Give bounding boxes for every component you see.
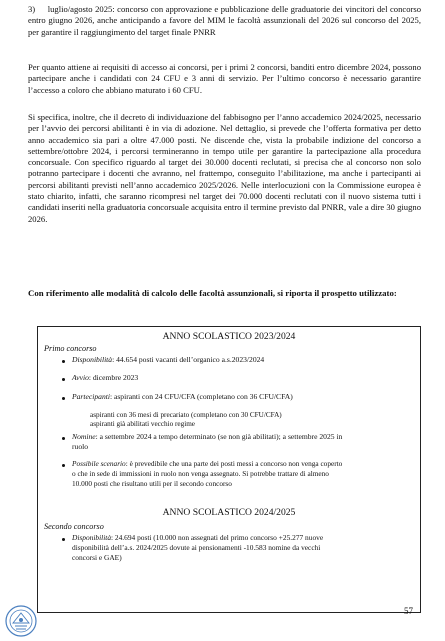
bullet-disponibilita-2 [62,538,65,541]
disponibilita-line: Disponibilità: 44.654 posti vacanti dell’organico a.s.2023/2024 [72,355,265,364]
secondo-concorso-label: Secondo concorso [44,522,104,531]
disponibilita2-line-3: concorsi e GAE) [72,553,122,562]
bold-intro: Con riferimento alle modalità di calcolo delle facoltà assunzionali, si riporta il prospetto utilizzato: [28,288,397,298]
heading-2023-2024: ANNO SCOLASTICO 2023/2024 [162,331,296,342]
paragraph-requisiti: Per quanto attiene ai requisiti di accesso ai concorsi, per i primi 2 concorsi, banditi entro dicembre 2024, possono partecipare anche i candidati con 24 CFU e 3 anni di servizio. Per l’ultimo concorso è necessario garantire l’accesso a coloro che abbiano maturato i 60 CFU. [28,62,421,95]
bullet-partecipanti [62,397,65,400]
bullet-avvio [62,378,65,381]
avvio-line: Avvio: dicembre 2023 [72,373,139,382]
page-number: 57 [404,606,413,616]
bullet-nomine [62,437,65,440]
partecipanti-line: Partecipanti: aspiranti con 24 CFU/CFA (completano con 36 CFU/CFA) [72,392,293,401]
scenario-line-1: Possibile scenario: è prevedibile che una parte dei posti messi a concorso non venga coperto [72,459,343,468]
scenario-line-3: 10.000 posti che risultano utili per il secondo concorso [72,479,232,488]
partecipanti-sub-1: aspiranti con 36 mesi di precariato (completano con 30 CFU/CFA) [90,411,282,419]
paragraph-target-3: 3) luglio/agosto 2025: concorso con approvazione e pubblicazione delle graduatorie dei vincitori del concorso entro giugno 2026, anche anticipando a favore del MIM le facoltà assunzionali del 2026 sul concorso del 2025, per garantire il raggiungimento del target finale PNRR [28,4,421,37]
primo-concorso-label: Primo concorso [44,344,97,353]
bullet-possibile-scenario [62,464,65,467]
scenario-line-2: o che in sede di immissioni in ruolo non venga assegnato. Si potrebbe trattare di almeno [72,469,329,478]
prospetto-box [37,326,421,613]
disponibilita2-line-1: Disponibilità: 24.694 posti (10.000 non assegnati del primo concorso +25.277 nuove [72,533,324,542]
disponibilita2-line-2: disponibilità dell’a.s. 2024/2025 dovute ai pensionamenti -10.583 nomine da vecchi [72,543,321,552]
paragraph-fabbisogno: Si specifica, inoltre, che il decreto di individuazione del fabbisogno per l’anno accademico 2024/2025, necessario per l’avvio dei percorsi abilitanti è in via di adozione. Nel dettaglio, si prevede che l’offerta formativa per detto anno accademico sia pari a oltre 47.000 posti. Ne discende che, vista la probabile indizione del concorso a settembre/ottobre 2024, i percorsi termineranno in tempo utile per garantire la partecipazione alla procedura concorsuale. Con specifico riguardo al target dei 30.000 docenti reclutati, si precisa che al concorso non solo potranno partecipare i docenti che avranno, nel frattempo, conseguito l’abilitazione, ma anche i partecipanti ai percorsi abilitanti previsti nell’anno accademico 2025/2026. Nelle interlocuzioni con la Commissione europea è stato chiarito, infatti, che saranno ricompresi nel target dei 70.000 docenti reclutati con il nuovo sistema tutti i candidati inseriti nella graduatoria concorsuale acquisita entro il termine previsto dal PNRR, vale a dire 30 giugno 2026. [28,112,421,224]
nomine-line-1: Nomine: a settembre 2024 a tempo determinato (se non già abilitati); a settembre 2025 in [72,432,343,441]
ministry-seal-icon [4,604,38,638]
partecipanti-sub-2: aspiranti già abilitati vecchio regime [90,420,195,428]
nomine-line-2: ruolo [72,442,89,451]
bullet-disponibilita [62,360,65,363]
heading-2024-2025: ANNO SCOLASTICO 2024/2025 [162,507,296,518]
